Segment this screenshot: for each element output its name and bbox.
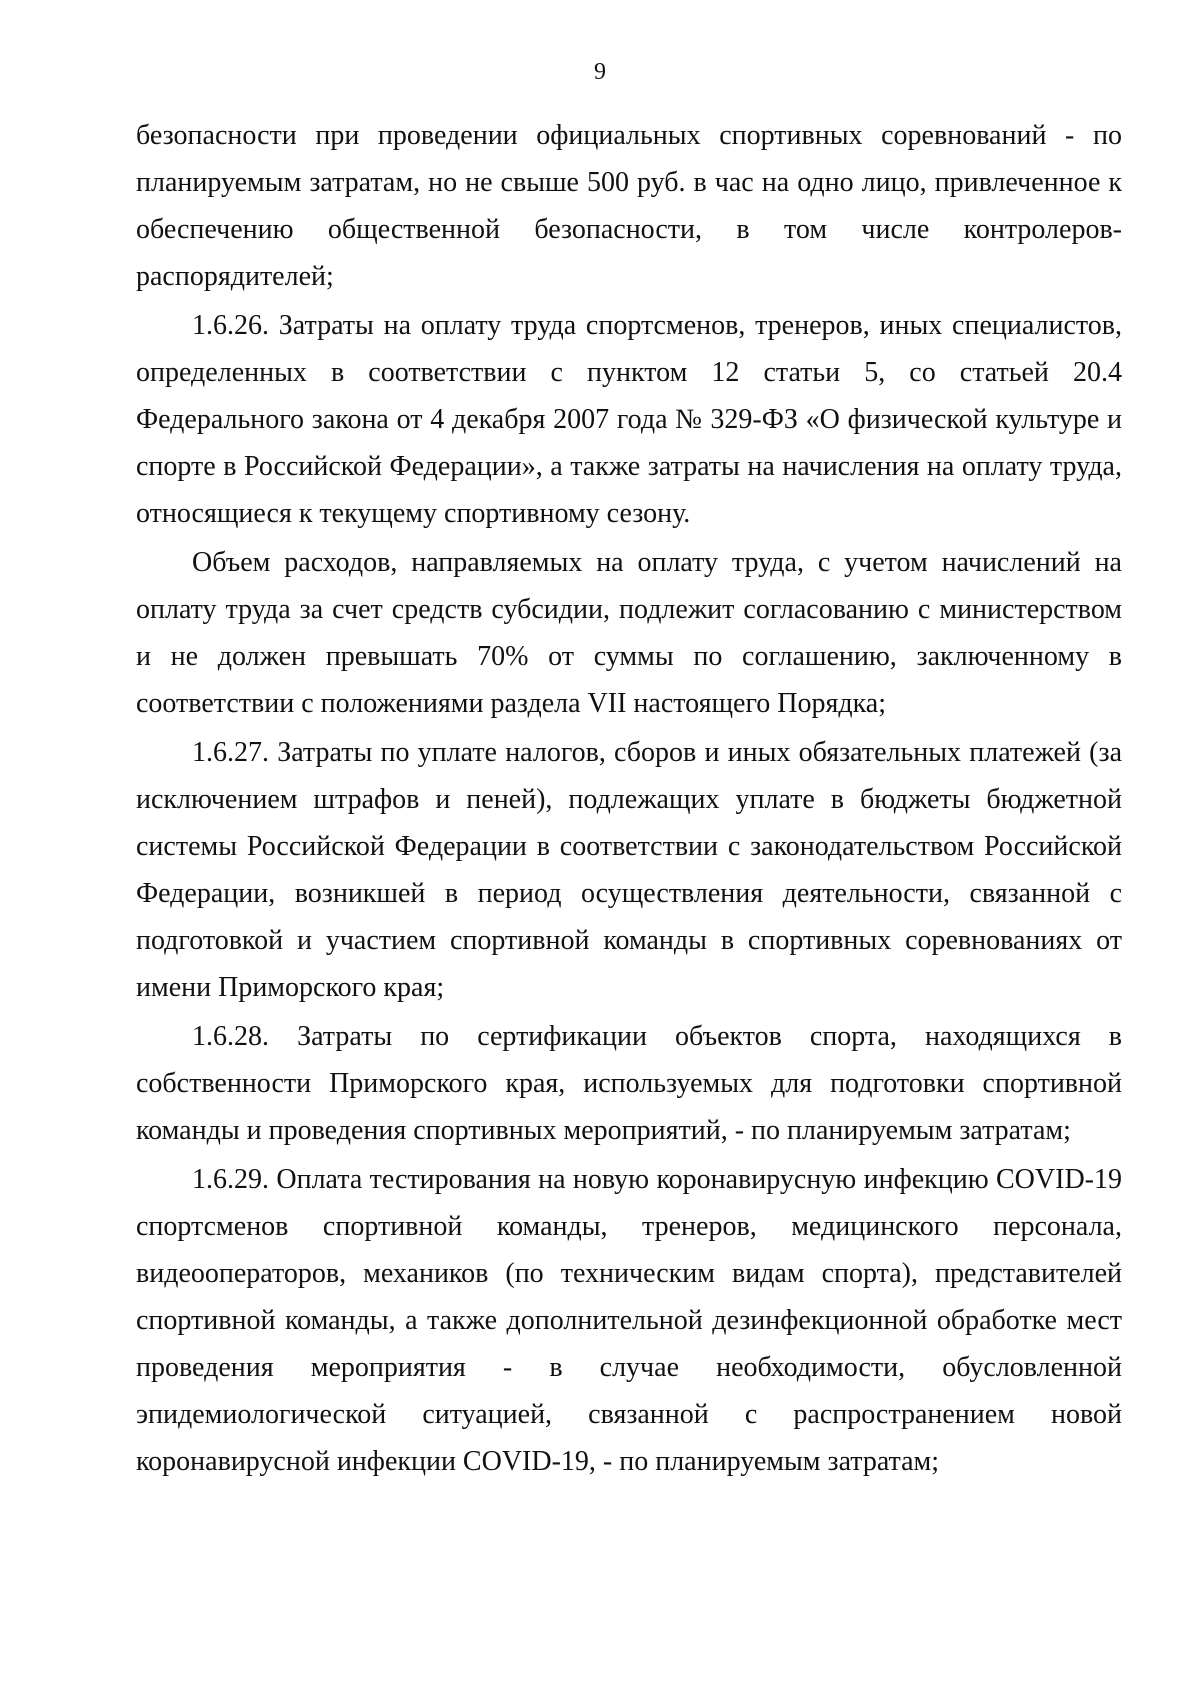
paragraph-1-6-28: 1.6.28. Затраты по сертификации объектов спорта, находящихся в собственности Приморского края, используемых для подготовки спортивной команды и проведения спортивных мероприятий, - по планируемым затратам; bbox=[136, 1021, 1122, 1146]
paragraph-1-6-27: 1.6.27. Затраты по уплате налогов, сборов и иных обязательных платежей (за исключением штрафов и пеней), подлежащих уплате в бюджеты бюджетной системы Российской Федерации в соответствии с законодательством Российской Федерации, возникшей в период осуществления деятельности, связанной с подготовкой и участием спортивной команды в спортивных соревнованиях от имени Приморского края; bbox=[136, 737, 1122, 1003]
paragraph-security-continuation: безопасности при проведении официальных спортивных соревнований - по планируемым затратам, но не свыше 500 руб. в час на одно лицо, привлеченное к обеспечению общественной безопасности, в том числе контролеров-распорядителей; bbox=[136, 120, 1122, 292]
paragraph-1-6-29: 1.6.29. Оплата тестирования на новую коронавирусную инфекцию COVID-19 спортсменов спортивной команды, тренеров, медицинского персонала, видеооператоров, механиков (по техническим видам спорта), представителей спортивной команды, а также дополнительной дезинфекционной обработке мест проведения мероприятия - в случае необходимости, обусловленной эпидемиологической ситуацией, связанной с распространением новой коронавирусной инфекции COVID-19, - по планируемым затратам; bbox=[136, 1164, 1122, 1477]
paragraph-labor-costs-limit: Объем расходов, направляемых на оплату труда, с учетом начислений на оплату труда за счет средств субсидии, подлежит согласованию с министерством и не должен превышать 70% от суммы по соглашению, заключенному в соответствии с положениями раздела VII настоящего Порядка; bbox=[136, 547, 1122, 719]
document-body bbox=[136, 112, 1122, 1485]
page-number: 9 bbox=[594, 59, 606, 85]
paragraph-1-6-26: 1.6.26. Затраты на оплату труда спортсменов, тренеров, иных специалистов, определенных в соответствии с пунктом 12 статьи 5, со статьей 20.4 Федерального закона от 4 декабря 2007 года № 329-ФЗ «О физической культуре и спорте в Российской Федерации», а также затраты на начисления на оплату труда, относящиеся к текущему спортивному сезону. bbox=[136, 310, 1122, 529]
